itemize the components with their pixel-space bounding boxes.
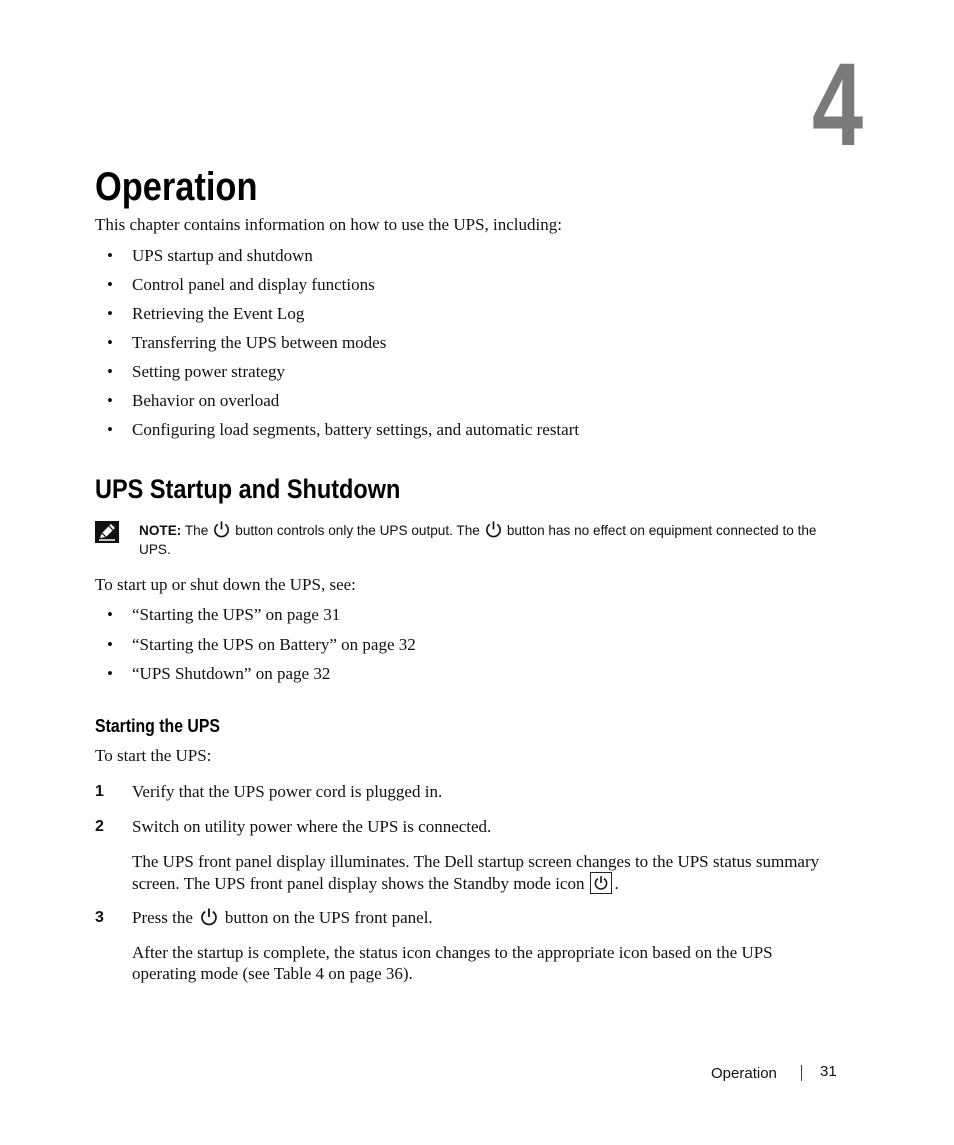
step-text: Verify that the UPS power cord is plugged in. — [132, 782, 443, 801]
step-number: 1 — [95, 783, 104, 800]
footer-divider — [801, 1065, 802, 1081]
subsection-title: Starting the UPS — [95, 716, 220, 736]
cross-reference-link[interactable]: “Starting the UPS” on page 31 — [132, 605, 341, 624]
lead-text: To start the UPS: — [95, 746, 212, 765]
step-detail: The UPS front panel display illuminates. The Dell startup screen changes to the UPS status summary screen. The UPS front panel display shows the Standby mode icon . — [132, 852, 820, 893]
step-detail: After the startup is complete, the status icon changes to the appropriate icon based on the UPS operating mode (see Table 4 on page 36). — [132, 943, 773, 983]
power-button-icon — [212, 520, 231, 539]
power-button-icon — [484, 520, 503, 539]
page-number: 31 — [820, 1063, 837, 1080]
standby-mode-icon — [590, 872, 612, 894]
step-text: Switch on utility power where the UPS is connected. — [132, 817, 492, 836]
step-number: 2 — [95, 818, 104, 835]
see-text: To start up or shut down the UPS, see: — [95, 575, 356, 594]
chapter-title: Operation — [95, 165, 258, 209]
footer-chapter-label: Operation — [711, 1065, 777, 1082]
step-text: Press the button on the UPS front panel. — [132, 908, 433, 927]
power-button-icon — [199, 907, 219, 927]
note-text: NOTE: The button controls only the UPS output. The button has no effect on equipment connected to the UPS. — [139, 520, 844, 559]
note-pencil-icon — [95, 521, 119, 543]
intro-text: This chapter contains information on how to use the UPS, including: — [95, 215, 562, 234]
note-label: NOTE: — [139, 523, 182, 538]
cross-reference-link[interactable]: “UPS Shutdown” on page 32 — [132, 664, 331, 683]
cross-reference-link[interactable]: “Starting the UPS on Battery” on page 32 — [132, 635, 416, 654]
chapter-number: 4 — [812, 39, 862, 171]
step-number: 3 — [95, 909, 104, 926]
section-title: UPS Startup and Shutdown — [95, 474, 401, 504]
